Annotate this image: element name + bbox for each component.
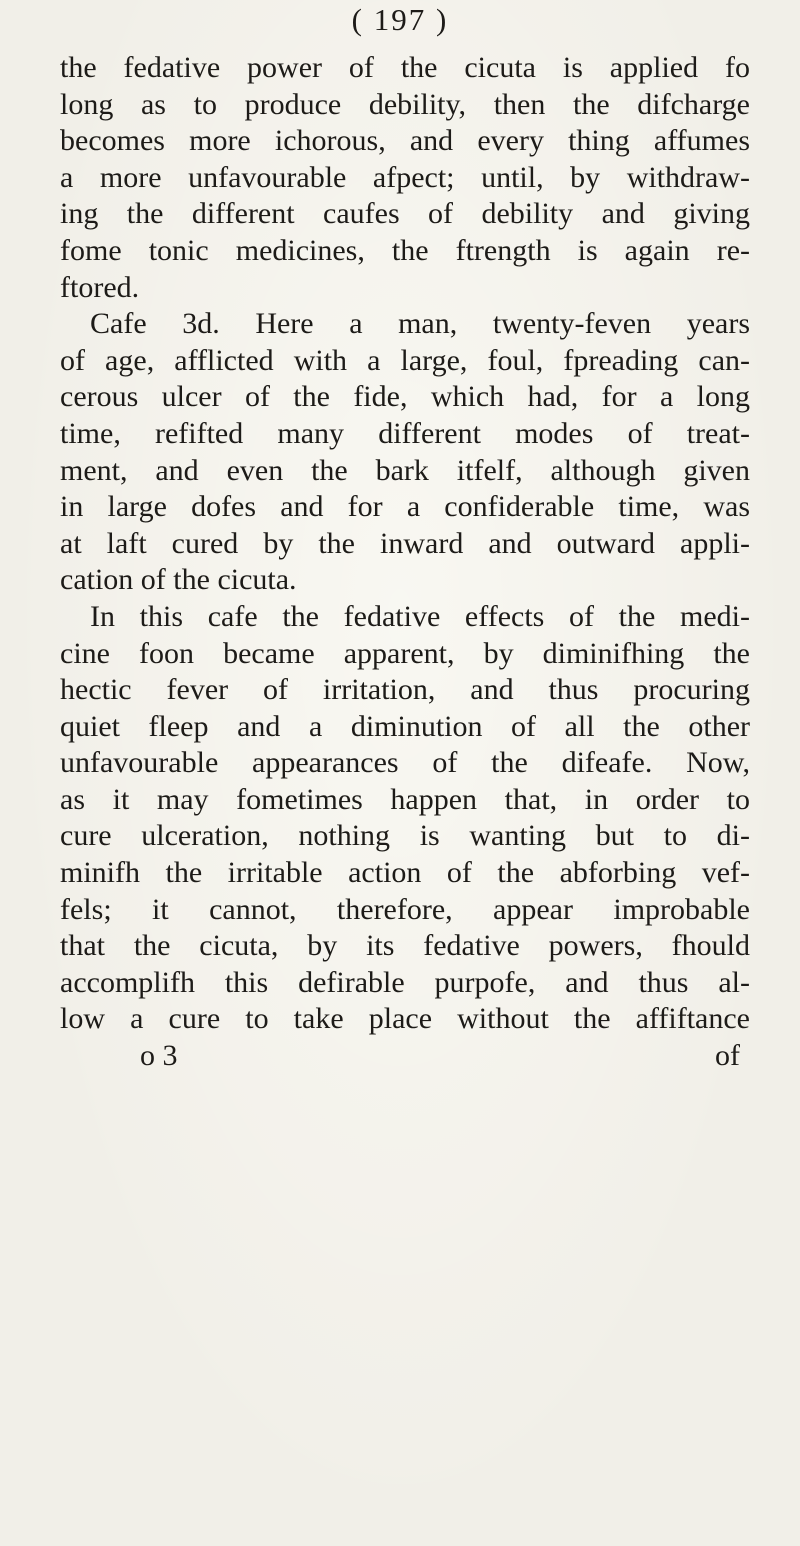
text-line: the fedative power of the cicuta is applied fo bbox=[60, 51, 750, 84]
text-line: ment, and even the bark itfelf, although given bbox=[60, 453, 750, 487]
text-line: low a cure to take place without the affiftance bbox=[60, 1002, 750, 1036]
text-line: fels; it cannot, therefore, appear improbable bbox=[60, 892, 750, 926]
text-line: quiet fleep and a diminution of all the other bbox=[60, 709, 750, 743]
text-line: time, refifted many different modes of treat- bbox=[60, 416, 750, 450]
text-line: at laft cured by the inward and outward appli- bbox=[60, 526, 750, 560]
text-line: In this cafe the fedative effects of the medi- bbox=[90, 599, 750, 633]
page-number: ( 197 ) bbox=[351, 2, 449, 37]
text-line: accomplifh this defirable purpofe, and thus al- bbox=[60, 965, 750, 999]
text-line: cerous ulcer of the fide, which had, for a long bbox=[60, 380, 750, 414]
catchword: of bbox=[715, 1039, 740, 1073]
text-line: hectic fever of irritation, and thus procuring bbox=[60, 673, 750, 707]
signature-mark: o 3 bbox=[140, 1039, 178, 1073]
text-line: as it may fometimes happen that, in order to bbox=[60, 782, 750, 816]
text-line: cation of the cicuta. bbox=[60, 563, 297, 597]
text-line: minifh the irritable action of the abforbing vef- bbox=[60, 856, 750, 890]
text-line: cine foon became apparent, by diminifhing the bbox=[60, 636, 750, 670]
text-line: a more unfavourable afpect; until, by withdraw- bbox=[60, 160, 750, 194]
text-line: long as to produce debility, then the difcharge bbox=[60, 87, 750, 121]
page-footer bbox=[60, 1038, 750, 1075]
text-line: unfavourable appearances of the difeafe. Now, bbox=[60, 746, 750, 780]
text-line: in large dofes and for a confiderable time, was bbox=[60, 490, 750, 524]
body-text bbox=[60, 50, 750, 1075]
text-line: Cafe 3d. Here a man, twenty-feven years bbox=[90, 307, 750, 341]
text-line: cure ulceration, nothing is wanting but to di- bbox=[60, 819, 750, 853]
text-line: becomes more ichorous, and every thing affumes bbox=[60, 124, 750, 158]
text-line: that the cicuta, by its fedative powers, fhould bbox=[60, 929, 750, 963]
text-line: of age, afflicted with a large, foul, fpreading can- bbox=[60, 343, 750, 377]
text-line: ftored. bbox=[60, 270, 140, 304]
text-line: ing the different caufes of debility and giving bbox=[60, 197, 750, 231]
text-line: fome tonic medicines, the ftrength is again re- bbox=[60, 233, 750, 267]
